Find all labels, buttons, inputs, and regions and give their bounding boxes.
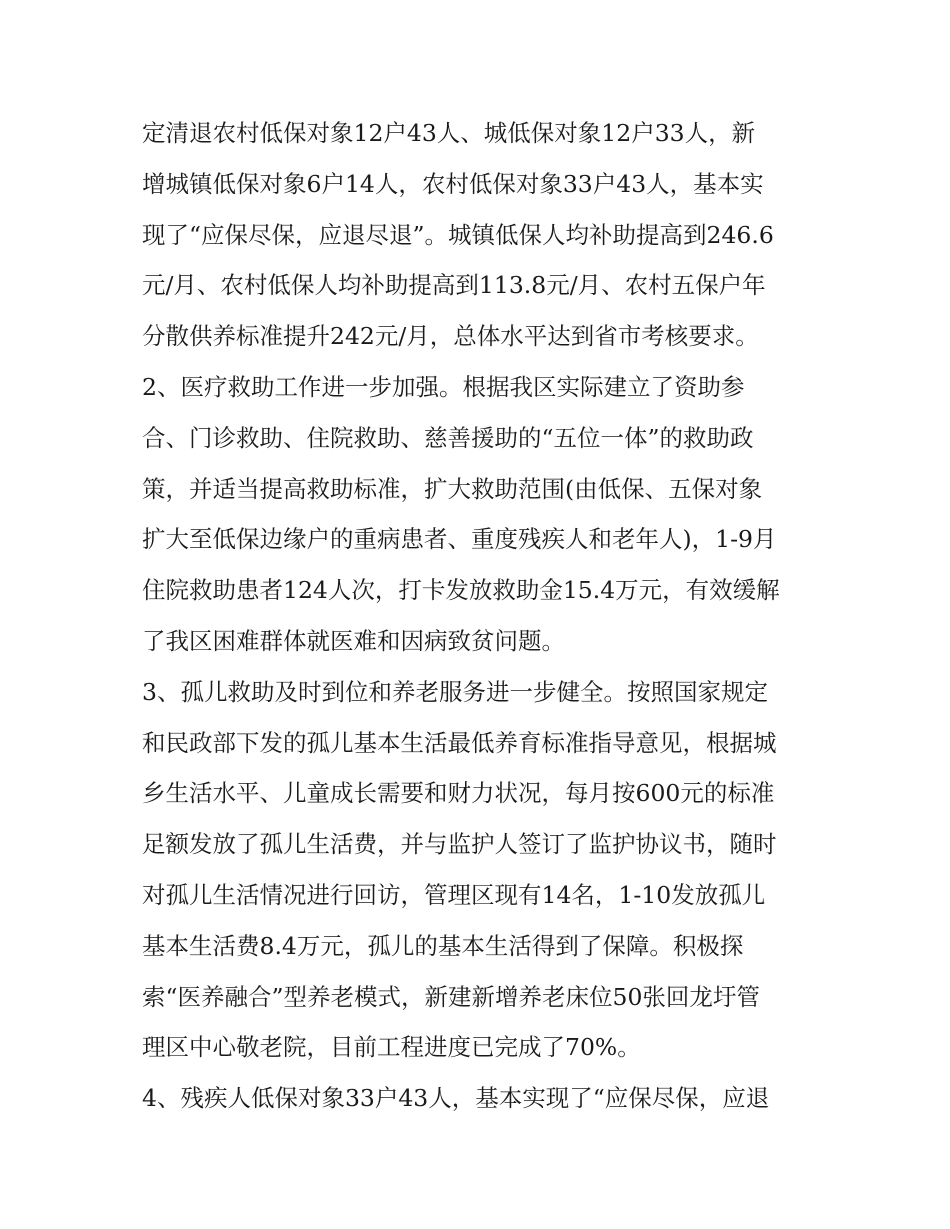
- text-line: 乡生活水平、儿童成长需要和财力状况，每月按600元的标准: [142, 779, 775, 808]
- text-line: 定清退农村低保对象12户43人、城低保对象12户33人，新: [142, 119, 756, 147]
- text-line: 现了“应保尽保，应退尽退”。城镇低保人均补助提高到246.6: [142, 220, 774, 249]
- text-line: 住院救助患者124人次，打卡发放救助金15.4万元，有效缓解: [142, 576, 780, 605]
- text-line: 基本生活费8.4万元，孤儿的基本生活得到了保障。积极探: [142, 931, 744, 960]
- text-line: 索“医养融合”型养老模式，新建新增养老床位50张回龙圩管: [142, 982, 760, 1011]
- text-line: 4、残疾人低保对象33户43人，基本实现了“应保尽保，应退: [142, 1084, 770, 1113]
- text-line: 理区中心敬老院，目前工程进度已完成了70%。: [142, 1033, 641, 1062]
- text-line: 策，并适当提高救助标准，扩大救助范围(由低保、五保对象: [142, 474, 763, 503]
- text-line: 增城镇低保对象6户14人，农村低保对象33户43人，基本实: [142, 169, 764, 198]
- text-line: 和民政部下发的孤儿基本生活最低养育标准指导意见，根据城: [142, 728, 777, 757]
- text-line: 分散供养标准提升242元/月，总体水平达到省市考核要求。: [142, 322, 759, 351]
- text-line: 元/月、农村低保人均补助提高到113.8元/月、农村五保户年: [142, 271, 766, 300]
- text-line: 2、医疗救助工作进一步加强。根据我区实际建立了资助参: [142, 372, 745, 401]
- text-line: 了我区困难群体就医难和因病致贫问题。: [142, 626, 565, 655]
- text-line: 扩大至低保边缘户的重病患者、重度残疾人和老年人)，1-9月: [142, 525, 777, 554]
- text-line: 对孤儿生活情况进行回访，管理区现有14名，1-10发放孤儿: [142, 880, 766, 909]
- text-line: 3、孤儿救助及时到位和养老服务进一步健全。按照国家规定: [142, 677, 768, 706]
- text-line: 合、门诊救助、住院救助、慈善援助的“五位一体”的救助政: [142, 423, 754, 452]
- document-body: [142, 108, 832, 1124]
- text-line: 足额发放了孤儿生活费，并与监护人签订了监护协议书，随时: [142, 830, 777, 859]
